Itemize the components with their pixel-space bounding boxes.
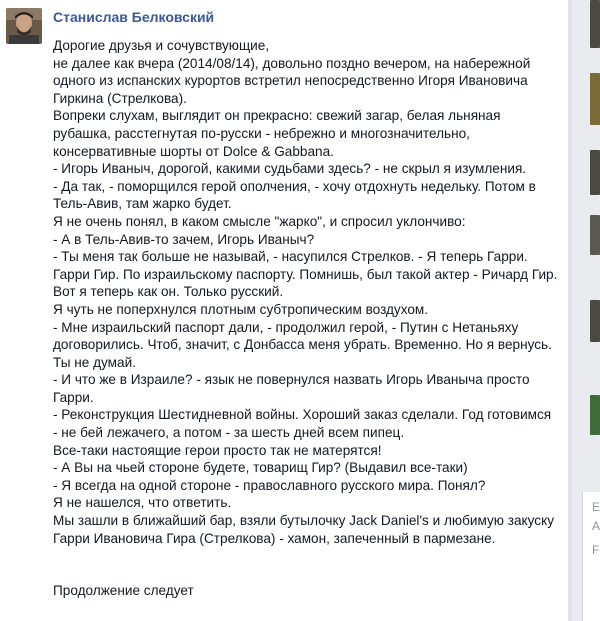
sidebar-thumbnail[interactable] — [590, 73, 600, 125]
avatar-photo — [6, 8, 42, 44]
author-name[interactable]: Станислав Белковский — [53, 9, 215, 25]
sidebar-label[interactable]: А — [592, 519, 600, 533]
sidebar-label[interactable]: F — [592, 543, 600, 557]
sidebar-thumbnail[interactable] — [590, 150, 600, 195]
sidebar-thumbnail[interactable] — [590, 215, 600, 255]
post-text — [53, 37, 558, 547]
sidebar-thumbnail[interactable] — [590, 300, 600, 342]
sidebar-divider — [568, 0, 572, 621]
post-continued-text: Продолжение следует — [53, 583, 194, 598]
post-body-text: Дорогие друзья и сочувствующие, не далее как вчера (2014/08/14), довольно поздно вечером, на набережной одного из испанских курортов встретил непосредственно Игоря Ивановича Гиркина (Стрелкова). Вопреки слухам, выглядит он прекрасно: свежий загар, белая льняная рубашка, расстегнутая по-русски - небрежно и многозначительно, консервативные шорты от Dolce & Gabbana. - Игорь Иваныч, дорогой, какими судьбами здесь? - не скрыл я изумления. - Да так, - поморщился герой ополчения, - хочу отдохнуть недельку. Потом в Тель-Авив, там жарко будет. Я не очень понял, в каком смысле "жарко", и спросил уклончиво: - А в Тель-Авив-то зачем, Игорь Иваныч? - Ты меня так больше не называй, - насупился Стрелков. - Я теперь Гарри. Гарри Гир. По израильскому паспорту. Помнишь, был такой актер - Ричард Гир. Вот я теперь как он. Только русский. Я чуть не поперхнулся плотным субтропическим воздухом. - Мне израильский паспорт дали, - продолжил герой, - Путин с Нетаньяху договорились. Чтоб, значит, с Донбасса меня убрать. Временно. Но я вернусь. Ты не думай. - И что же в Израиле? - язык не повернулся назвать Игорь Иваныча просто Гарри. - Реконструкция Шестидневной войны. Хороший заказ сделали. Год готовимся - не бей лежачего, а потом - за шесть дней всем пипец. Все-таки настоящие герои просто так не матерятся! - А Вы на чьей стороне будете, товарищ Гир? (Выдавил все-таки) - Я всегда на одной стороне - православного русского мира. Понял? Я не нашелся, что ответить. Мы зашли в ближайший бар, взяли бутылочку Jack Daniel's и любимую закуску Гарри Ивановича Гира (Стрелкова) - хамон, запеченный в пармезане. — [53, 38, 558, 546]
avatar[interactable] — [6, 8, 42, 44]
sidebar-thumbnail[interactable] — [590, 395, 600, 435]
sidebar-label[interactable]: Е — [592, 500, 600, 514]
sidebar-thumbnail[interactable] — [590, 0, 600, 48]
